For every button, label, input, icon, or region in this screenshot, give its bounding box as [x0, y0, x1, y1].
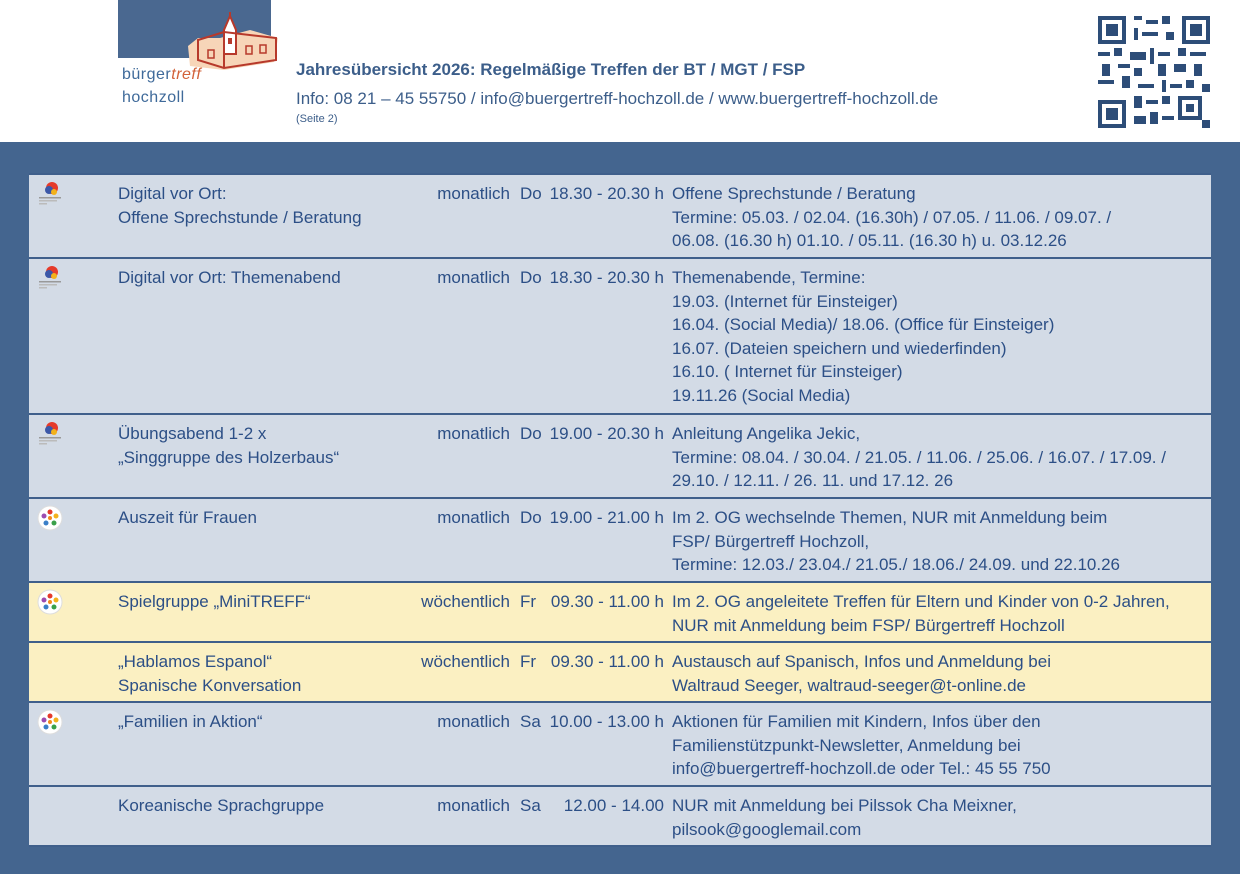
event-time: 18.30 - 20.30 h — [549, 184, 664, 203]
event-description-line: Aktionen für Familien mit Kindern, Infos über den — [672, 712, 1041, 731]
event-frequency: monatlich — [437, 712, 510, 731]
event-name-line: Digital vor Ort: — [118, 184, 227, 203]
event-name — [118, 710, 263, 734]
event-description-line: Waltraud Seeger, waltraud-seeger@t-online.de — [672, 675, 1026, 695]
schedule-row — [29, 415, 1211, 499]
event-name — [118, 266, 341, 290]
schedule-table — [29, 173, 1211, 847]
event-name — [118, 422, 339, 469]
event-description-line: 16.10. ( Internet für Einsteiger) — [672, 362, 903, 381]
event-name-line: „Hablamos Espanol“ — [118, 652, 273, 671]
event-time: 10.00 - 13.00 h — [549, 712, 664, 731]
event-description-line: 19.11.26 (Social Media) — [672, 385, 851, 405]
event-name — [118, 794, 324, 818]
event-day: Fr — [520, 652, 537, 671]
event-name-line: Auszeit für Frauen — [118, 508, 257, 527]
event-description-line: pilsook@googlemail.com — [672, 819, 862, 839]
event-time: 19.00 - 21.00 h — [549, 508, 664, 527]
event-frequency: monatlich — [437, 508, 510, 527]
event-name — [118, 650, 301, 697]
logo-text-buergertreff: bürgertreff — [122, 66, 202, 83]
event-day: Do — [520, 268, 542, 287]
event-description — [672, 422, 1208, 493]
event-day: Do — [520, 424, 542, 443]
event-name — [118, 590, 311, 614]
schedule-row — [29, 583, 1211, 643]
event-name-line: Übungsabend 1-2 x — [118, 424, 267, 443]
event-time: 09.30 - 11.00 h — [550, 652, 664, 671]
logo-text-hochzoll: hochzoll — [122, 89, 185, 106]
familienstuetzpunkt-icon — [37, 505, 63, 531]
mehrgenerationen-treff-icon — [37, 265, 63, 291]
mehrgenerationen-treff-icon — [37, 181, 63, 207]
event-description-line: NUR mit Anmeldung beim FSP/ Bürgertreff Hochzoll — [672, 615, 1065, 635]
event-frequency: monatlich — [437, 184, 510, 203]
event-description-line: Austausch auf Spanisch, Infos und Anmeldung bei — [672, 652, 1051, 671]
event-description-line: info@buergertreff-hochzoll.de oder Tel.: 45 55 750 — [672, 759, 1051, 778]
event-description-line: 19.03. (Internet für Einsteiger) — [672, 291, 898, 311]
event-description-line: Im 2. OG wechselnde Themen, NUR mit Anmeldung beim — [672, 508, 1108, 527]
schedule-row — [29, 259, 1211, 415]
event-description-line: Termine: 08.04. / 30.04. / 21.05. / 11.06. / 25.06. / 16.07. / 17.09. / — [672, 447, 1166, 467]
event-description — [672, 650, 1208, 697]
event-description — [672, 182, 1208, 253]
event-day: Do — [520, 508, 542, 527]
event-name — [118, 506, 257, 530]
schedule-row — [29, 175, 1211, 259]
page-header — [0, 0, 1240, 142]
event-day: Do — [520, 184, 542, 203]
event-description-line: Termine: 05.03. / 02.04. (16.30h) / 07.05. / 11.06. / 09.07. / — [672, 207, 1112, 227]
event-frequency: wöchentlich — [421, 652, 510, 671]
event-time: 12.00 - 14.00 — [563, 796, 664, 815]
event-description-line: Themenabende, Termine: — [672, 268, 866, 287]
event-description-line: Termine: 12.03./ 23.04./ 21.05./ 18.06./ 24.09. und 22.10.26 — [672, 555, 1121, 574]
schedule-row — [29, 787, 1211, 847]
event-day: Sa — [520, 712, 541, 731]
event-description — [672, 590, 1208, 637]
qr-code-icon[interactable] — [1098, 16, 1210, 128]
page-number: (Seite 2) — [296, 113, 338, 125]
event-time: 18.30 - 20.30 h — [549, 268, 664, 287]
mehrgenerationen-treff-icon — [37, 421, 63, 447]
event-description-line: Offene Sprechstunde / Beratung — [672, 184, 916, 203]
schedule-row — [29, 703, 1211, 787]
event-name — [118, 182, 362, 229]
event-frequency: monatlich — [437, 796, 510, 815]
event-time: 09.30 - 11.00 h — [550, 592, 664, 611]
event-name-line: Digital vor Ort: Themenabend — [118, 268, 341, 287]
event-description — [672, 710, 1208, 781]
event-description-line: NUR mit Anmeldung bei Pilssok Cha Meixner, — [672, 796, 1017, 815]
schedule-row — [29, 499, 1211, 583]
event-description-line: FSP/ Bürgertreff Hochzoll, — [672, 531, 870, 551]
event-name-line: Koreanische Sprachgruppe — [118, 796, 325, 815]
event-description-line: Im 2. OG angeleitete Treffen für Eltern und Kinder von 0-2 Jahren, — [672, 592, 1170, 611]
schedule-row — [29, 643, 1211, 703]
event-description-line: Familienstützpunkt-Newsletter, Anmeldung bei — [672, 735, 1021, 755]
event-description — [672, 794, 1208, 841]
event-name-line: „Singgruppe des Holzerbaus“ — [118, 447, 340, 467]
event-description — [672, 506, 1208, 577]
familienstuetzpunkt-icon — [37, 589, 63, 615]
event-frequency: monatlich — [437, 268, 510, 287]
event-name-line: Offene Sprechstunde / Beratung — [118, 207, 362, 227]
event-name-line: „Familien in Aktion“ — [118, 712, 263, 731]
contact-info: Info: 08 21 – 45 55750 / info@buergertreff-hochzoll.de / www.buergertreff-hochzoll.de — [296, 89, 939, 108]
event-day: Fr — [520, 592, 537, 611]
event-name-line: Spanische Konversation — [118, 675, 302, 695]
event-frequency: monatlich — [437, 424, 510, 443]
event-description-line: 06.08. (16.30 h) 01.10. / 05.11. (16.30 h) u. 03.12.26 — [672, 231, 1067, 250]
event-description-line: Anleitung Angelika Jekic, — [672, 424, 861, 443]
event-day: Sa — [520, 796, 541, 815]
page-title: Jahresübersicht 2026: Regelmäßige Treffen der BT / MGT / FSP — [296, 60, 806, 79]
event-frequency: wöchentlich — [421, 592, 510, 611]
event-description — [672, 266, 1208, 407]
event-description-line: 16.04. (Social Media)/ 18.06. (Office für Einsteiger) — [672, 315, 1055, 334]
event-name-line: Spielgruppe „MiniTREFF“ — [118, 592, 311, 611]
event-description-line: 29.10. / 12.11. / 26. 11. und 17.12. 26 — [672, 471, 954, 490]
event-time: 19.00 - 20.30 h — [549, 424, 664, 443]
familienstuetzpunkt-icon — [37, 709, 63, 735]
event-description-line: 16.07. (Dateien speichern und wiederfinden) — [672, 338, 1007, 358]
